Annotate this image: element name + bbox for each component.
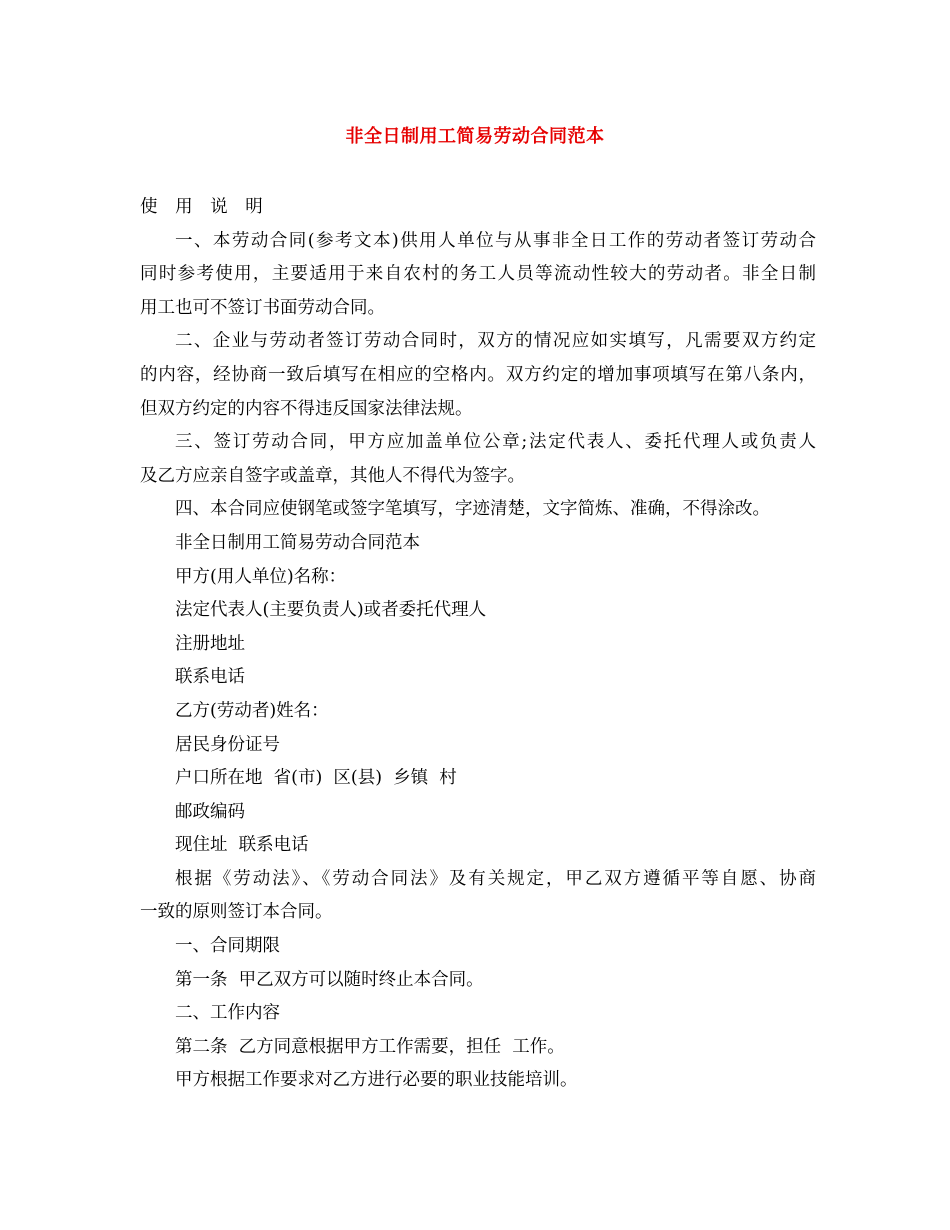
section-heading-term: 一、合同期限: [175, 936, 280, 957]
field-postal-code: 邮政编码: [175, 801, 245, 822]
field-employee-name: 乙方(劳动者)姓名：: [175, 700, 329, 721]
article-1: 第一条 甲乙双方可以随时终止本合同。: [175, 969, 484, 990]
paragraph-line: 一、本劳动合同(参考文本)供用人单位与从事非全日工作的劳动者签订劳动合: [175, 230, 816, 251]
paragraph-line: 四、本合同应使钢笔或签字笔填写，字迹清楚，文字简炼、准确，不得涂改。: [175, 499, 770, 520]
field-registered-address: 注册地址: [175, 633, 245, 654]
paragraph-line: 用工也可不签订书面劳动合同。: [140, 297, 385, 318]
section-heading-instructions: 使 用 说 明: [140, 197, 269, 217]
field-employer-name: 甲方(用人单位)名称：: [175, 566, 347, 587]
paragraph-line: 一致的原则签订本合同。: [140, 902, 333, 923]
paragraph-line: 甲方根据工作要求对乙方进行必要的职业技能培训。: [175, 1070, 578, 1091]
article-2: 第二条 乙方同意根据甲方工作需要，担任 工作。: [175, 1036, 565, 1057]
paragraph-line: 及乙方应亲自签字或盖章，其他人不得代为签字。: [140, 465, 525, 486]
paragraph-line: 但双方约定的内容不得违反国家法律法规。: [140, 398, 473, 419]
field-legal-representative: 法定代表人(主要负责人)或者委托代理人: [175, 600, 487, 621]
paragraph-line: 根据《劳动法》、《劳动合同法》及有关规定，甲乙双方遵循平等自愿、协商: [175, 868, 816, 889]
document-title: 非全日制用工简易劳动合同范本: [345, 126, 605, 147]
paragraph-line: 同时参考使用，主要适用于来自农村的务工人员等流动性较大的劳动者。非全日制: [140, 264, 816, 285]
section-heading-work: 二、工作内容: [175, 1003, 280, 1024]
contract-subtitle: 非全日制用工简易劳动合同范本: [175, 532, 420, 553]
paragraph-line: 的内容，经协商一致后填写在相应的空格内。双方约定的增加事项填写在第八条内，: [140, 364, 816, 385]
document-body: [140, 191, 816, 1098]
paragraph-line: 二、企业与劳动者签订劳动合同时，双方的情况应如实填写，凡需要双方约定: [175, 331, 816, 352]
field-current-address: 现住址 联系电话: [175, 835, 309, 856]
field-employer-phone: 联系电话: [175, 667, 245, 688]
paragraph-line: 三、签订劳动合同，甲方应加盖单位公章;法定代表人、委托代理人或负责人: [175, 432, 816, 453]
field-id-number: 居民身份证号: [175, 734, 280, 755]
field-household-registration: 户口所在地 省(市) 区(县) 乡镇 村: [175, 768, 457, 789]
